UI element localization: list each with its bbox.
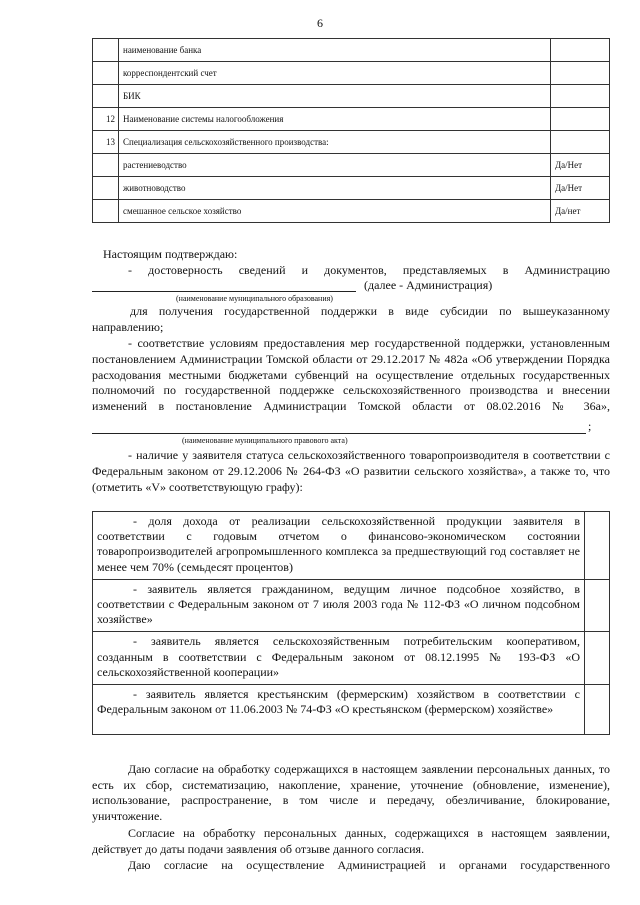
legal-act-blank[interactable] xyxy=(92,433,586,434)
option-checkbox[interactable] xyxy=(585,685,610,735)
info-table-row xyxy=(93,39,610,62)
applicant-info-table xyxy=(92,38,610,223)
confirm-heading: Настоящим подтверждаю: xyxy=(103,247,238,261)
option-checkbox[interactable] xyxy=(585,579,610,632)
consent-processing: Даю согласие на обработку содержащихся в настоящем заявлении персональных данных, то есть их сбор, систематизацию, накопление, хранение, уточнение (обновление, изменение), использование, распространение, в том числе и передачу, обезличивание, блокирование, уничтожение. xyxy=(92,762,610,823)
row-number xyxy=(93,177,119,200)
info-table-row xyxy=(93,85,610,108)
item1-line1: - достоверность сведений и документов, представляемых в Администрацию xyxy=(128,263,610,277)
row-number xyxy=(93,39,119,62)
caption-municipal: (наименование муниципального образования) xyxy=(176,294,333,303)
row-value[interactable]: Да/нет xyxy=(551,200,610,223)
row-number xyxy=(93,85,119,108)
info-table-row xyxy=(93,108,610,131)
row-number: 13 xyxy=(93,131,119,154)
row-label: смешанное сельское хозяйство xyxy=(119,200,551,223)
option-checkbox[interactable] xyxy=(585,512,610,580)
option-text: - заявитель является крестьянским (фермерским) хозяйством в соответствии с Федеральным законом от 11.06.2003 № 74-ФЗ «О крестьянском (фермерском) хозяйстве» xyxy=(93,685,585,735)
info-table-row xyxy=(93,131,610,154)
item2-end: ; xyxy=(588,419,592,433)
row-value[interactable] xyxy=(551,62,610,85)
row-label: животноводство xyxy=(119,177,551,200)
item1-rest: для получения государственной поддержки в виде субсидии по вышеуказанному направлению; xyxy=(92,304,610,334)
municipal-entity-blank[interactable] xyxy=(92,291,356,292)
item2-text: - соответствие условиям предоставления мер государственной поддержки, установленным постановлением Администрации Томской области от 29.12.2017 № 482а «Об утверждении Порядка расходования местными бюджетами субвенций на осуществление отдельных государственных полномочий по государственной поддержке сельскохозяйственного производства и внесении изменений в постановление Администрации Томской области от 08.02.2016 № 36а», xyxy=(92,336,610,414)
consent-validity: Согласие на обработку персональных данных, содержащихся в настоящем заявлении, действует до даты подачи заявления об отзыве данного согласия. xyxy=(92,826,610,856)
row-label: Специализация сельскохозяйственного производства: xyxy=(119,131,551,154)
row-number xyxy=(93,154,119,177)
page-number: 6 xyxy=(317,16,323,30)
option-text: - доля дохода от реализации сельскохозяйственной продукции заявителя в соответствии с годовым отчетом о финансово-экономическом состоянии товаропроизводителей агропромышленного комплекса за предшествующий год составляет не менее чем 70% (семьдесят процентов) xyxy=(93,512,585,580)
row-label: корреспондентский счет xyxy=(119,62,551,85)
row-number xyxy=(93,200,119,223)
row-value[interactable]: Да/Нет xyxy=(551,177,610,200)
row-value[interactable] xyxy=(551,131,610,154)
row-value[interactable] xyxy=(551,39,610,62)
row-label: Наименование системы налогообложения xyxy=(119,108,551,131)
row-label: БИК xyxy=(119,85,551,108)
status-options-table xyxy=(92,511,610,735)
row-number: 12 xyxy=(93,108,119,131)
item3-text: - наличие у заявителя статуса сельскохозяйственного товаропроизводителя в соответствии с Федеральным законом от 29.12.2006 № 264-ФЗ «О развитии сельского хозяйства», а также то, что (отметить «V» соответствующую графу): xyxy=(92,448,610,494)
row-value[interactable] xyxy=(551,108,610,131)
row-label: наименование банка xyxy=(119,39,551,62)
option-text: - заявитель является сельскохозяйственным потребительским кооперативом, созданным в соответствии с Федеральным законом от 08.12.1995 № 193-ФЗ «О сельскохозяйственной кооперации» xyxy=(93,632,585,685)
info-table-row xyxy=(93,154,610,177)
info-table-row xyxy=(93,200,610,223)
row-value[interactable]: Да/Нет xyxy=(551,154,610,177)
info-table-row xyxy=(93,62,610,85)
item1-after-line: (далее - Администрация) xyxy=(364,278,493,292)
option-checkbox[interactable] xyxy=(585,632,610,685)
row-number xyxy=(93,62,119,85)
caption-legal-act: (наименование муниципального правового акта) xyxy=(182,436,348,445)
row-value[interactable] xyxy=(551,85,610,108)
option-text: - заявитель является гражданином, ведущим личное подсобное хозяйство, в соответствии с Федеральным законом от 7 июля 2003 года № 112-ФЗ «О личном подсобном хозяйстве» xyxy=(93,579,585,632)
row-label: растениеводство xyxy=(119,154,551,177)
info-table-row xyxy=(93,177,610,200)
consent-agencies: Даю согласие на осуществление Администрацией и органами государственного xyxy=(128,858,610,872)
